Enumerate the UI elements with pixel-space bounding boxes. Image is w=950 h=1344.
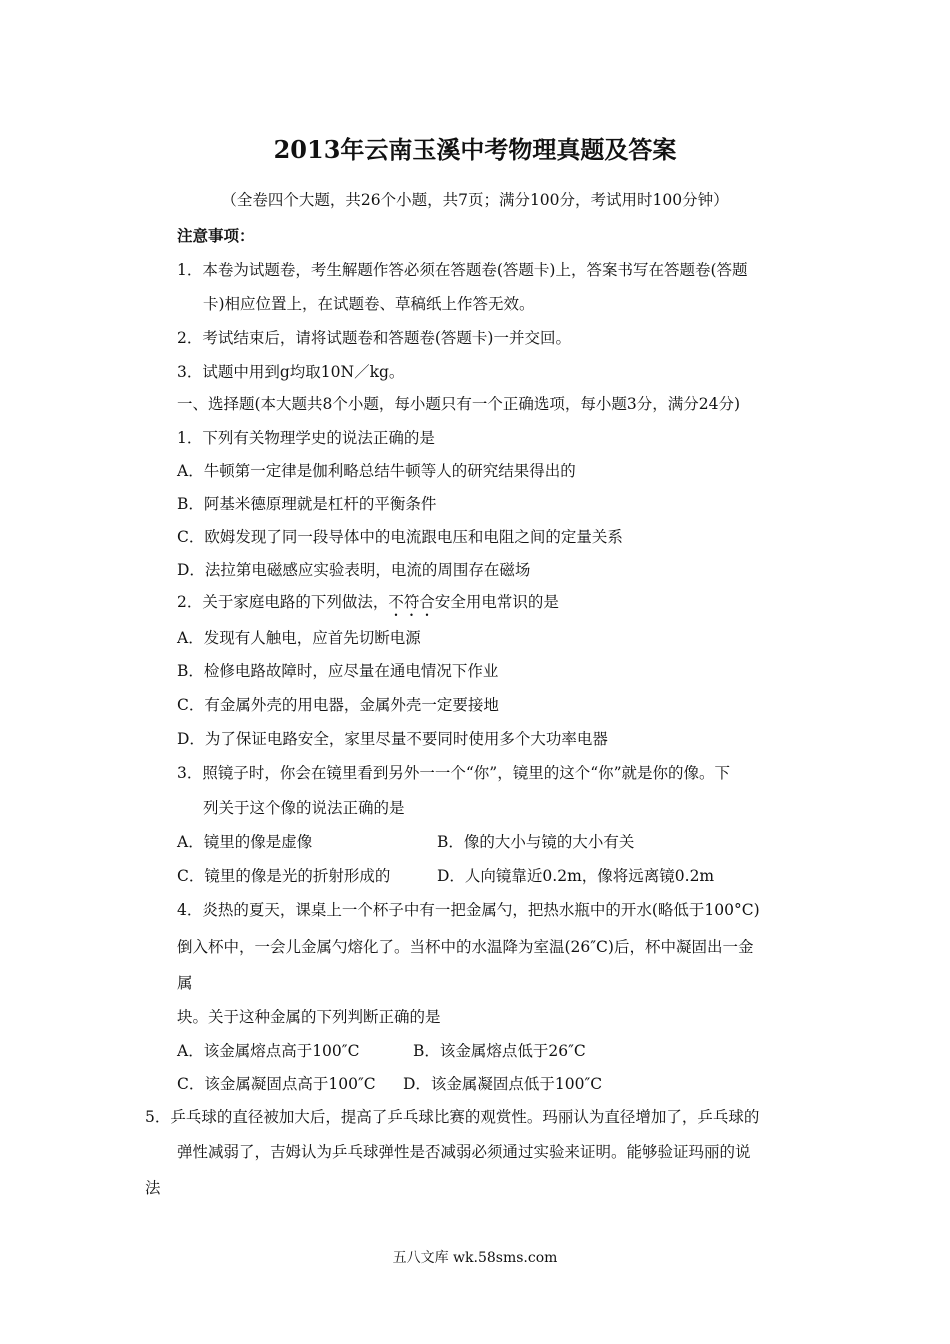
q3-stem: 3．照镜子时，你会在镜里看到另外一一个“你”，镜里的这个“你”就是你的像。下: [177, 764, 731, 782]
q3-option-b: B．像的大小与镜的大小有关: [437, 833, 635, 851]
q1-option-d: D．法拉第电磁感应实验表明，电流的周围存在磁场: [177, 561, 531, 579]
notice-item-1: 1．本卷为试题卷，考生解题作答必须在答题卷(答题卡)上，答案书写在答题卷(答题: [177, 261, 748, 279]
q1-option-a: A．牛顿第一定律是伽利略总结牛顿等人的研究结果得出的: [177, 462, 576, 480]
notice-item-2: 2．考试结束后，请将试题卷和答题卷(答题卡)一并交回。: [177, 329, 571, 347]
q5-stem: 5．乒乓球的直径被加大后，提高了乒乓球比赛的观赏性。玛丽认为直径增加了，乒乓球的: [145, 1108, 760, 1126]
q1-stem: 1．下列有关物理学史的说法正确的是: [177, 429, 435, 447]
q2-option-d: D．为了保证电路安全，家里尽量不要同时使用多个大功率电器: [177, 730, 608, 748]
q3-option-c: C．镜里的像是光的折射形成的: [177, 867, 391, 885]
q5-stem-wrap: 法: [145, 1179, 161, 1197]
q3-stem-cont: 列关于这个像的说法正确的是: [203, 799, 405, 817]
q5-stem-cont: 弹性减弱了，吉姆认为乒乓球弹性是否减弱必须通过实验来证明。能够验证玛丽的说: [177, 1143, 751, 1161]
footer-watermark: 五八文库 wk.58sms.com: [392, 1250, 558, 1266]
notice-item-3: 3．试题中用到g均取10N／kg。: [177, 363, 405, 381]
q2-stem-pre: 2．关于家庭电路的下列做法，: [177, 593, 389, 611]
q4-stem-end: 块。关于这种金属的下列判断正确的是: [177, 1008, 441, 1026]
page-title: 2013年云南玉溪中考物理真题及答案: [273, 135, 677, 164]
q4-stem-wrap: 属: [177, 974, 193, 992]
q1-option-b: B．阿基米德原理就是杠杆的平衡条件: [177, 495, 437, 513]
exam-info: （全卷四个大题，共26个小题，共7页；满分100分，考试用时100分钟）: [221, 191, 729, 209]
q4-stem: 4．炎热的夏天，课桌上一个杯子中有一把金属勺，把热水瓶中的开水(略低于100°C): [177, 901, 760, 919]
q4-option-c: C．该金属凝固点高于100″C: [177, 1075, 376, 1093]
q1-option-c: C．欧姆发现了同一段导体中的电流跟电压和电阻之间的定量关系: [177, 528, 623, 546]
q2-stem-post: 安全用电常识的是: [434, 593, 559, 611]
q2-option-c: C．有金属外壳的用电器，金属外壳一定要接地: [177, 696, 499, 714]
q2-stem: [177, 592, 559, 620]
q4-stem-cont: 倒入杯中，一会儿金属勺熔化了。当杯中的水温降为室温(26″C)后，杯中凝固出一金: [177, 938, 754, 956]
q2-stem-emphasis: 不符合: [388, 593, 435, 611]
q2-option-a: A．发现有人触电，应首先切断电源: [177, 629, 421, 647]
q3-option-d: D．人向镜靠近0.2m，像将远离镜0.2m: [437, 867, 715, 885]
q3-option-a: A．镜里的像是虚像: [177, 833, 313, 851]
q4-option-d: D．该金属凝固点低于100″C: [403, 1075, 603, 1093]
section-1-heading: 一、选择题(本大题共8个小题，每小题只有一个正确选项，每小题3分，满分24分): [177, 395, 741, 413]
notice-item-1-cont: 卡)相应位置上，在试题卷、草稿纸上作答无效。: [203, 295, 535, 313]
q4-option-a: A．该金属熔点高于100″C: [177, 1042, 360, 1060]
notice-heading: 注意事项：: [177, 226, 255, 245]
q4-option-b: B．该金属熔点低于26″C: [413, 1042, 586, 1060]
q2-option-b: B．检修电路故障时，应尽量在通电情况下作业: [177, 662, 499, 680]
